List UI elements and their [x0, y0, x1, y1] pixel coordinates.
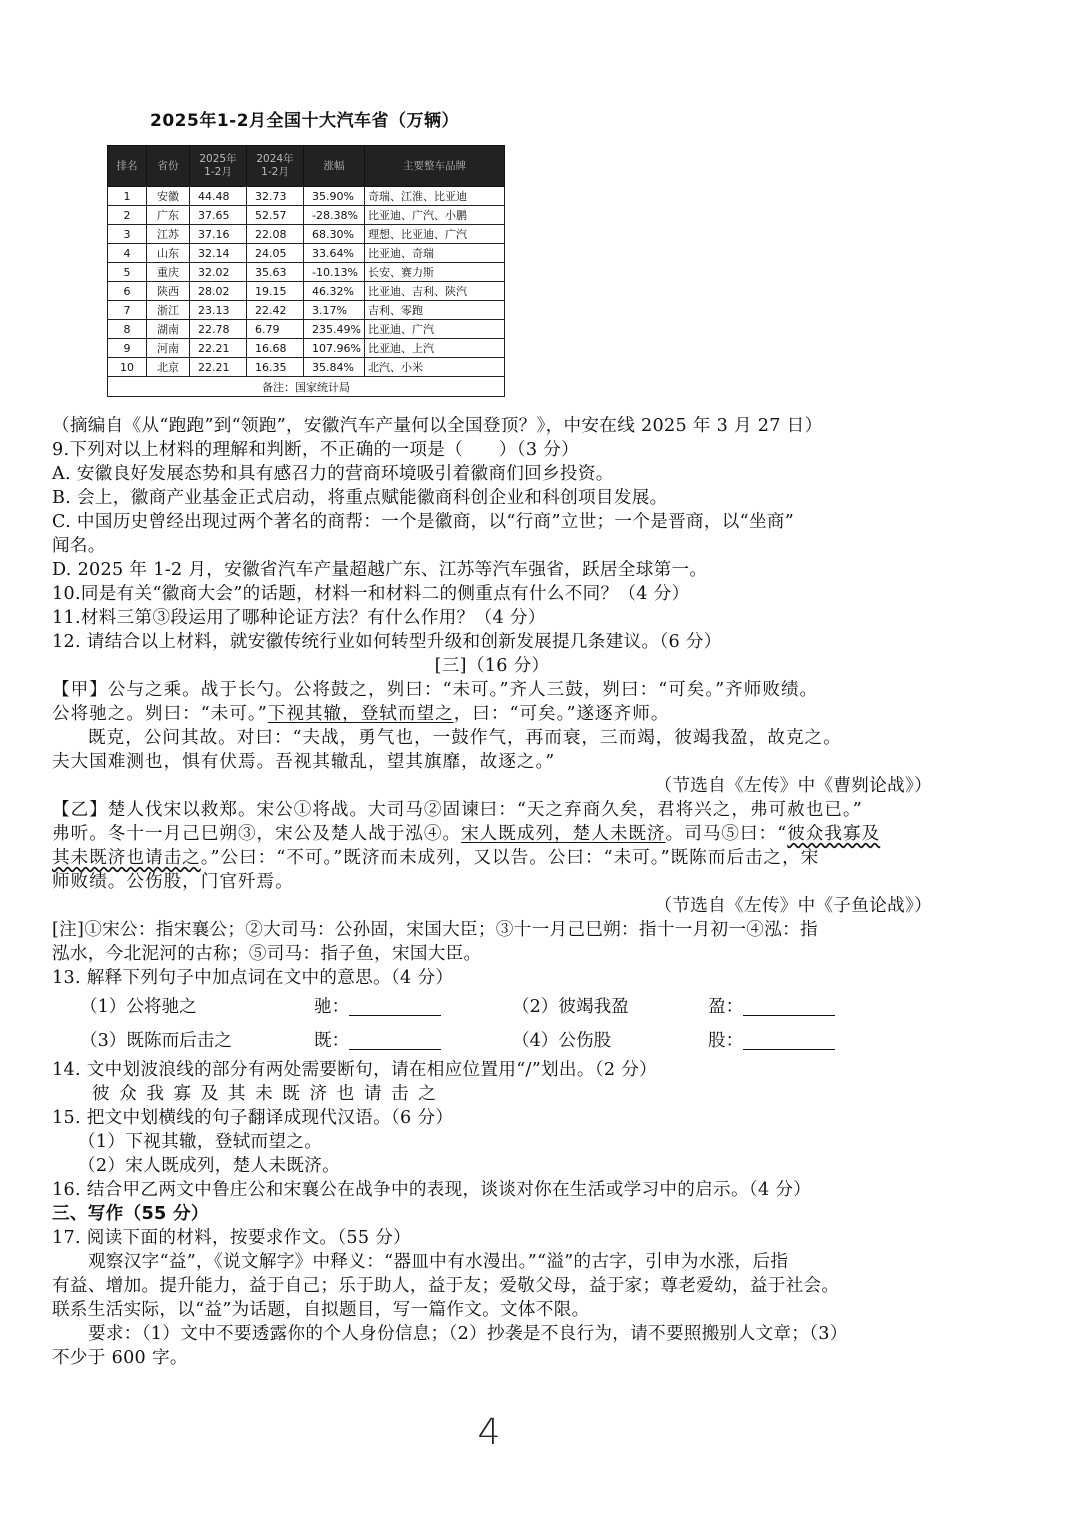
writing-heading: 三、写作（55 分） — [52, 1204, 209, 1224]
q13-word-2 — [708, 990, 835, 1024]
cell-brands: 比亚迪、上汽 — [365, 339, 505, 358]
header-2025 — [190, 146, 247, 187]
cell-rank: 6 — [108, 282, 147, 301]
q14-sentence: 彼 众 我 寡 及 其 未 既 济 也 请 击 之 — [92, 1084, 438, 1104]
jia-line-2 — [52, 702, 932, 726]
cell-brands: 比亚迪、广汽 — [365, 320, 505, 339]
cell-2025: 37.16 — [190, 225, 247, 244]
yi-l2b: 。司马⑤曰：“ — [665, 824, 788, 844]
q13-blank-3[interactable] — [349, 1029, 441, 1050]
cell-brands: 比亚迪、奇瑞 — [365, 244, 505, 263]
q9-option-b: B. 会上，徽商产业基金正式启动，将重点赋能徽商科创企业和科创项目发展。 — [52, 488, 668, 508]
cell-growth: 107.96% — [304, 339, 365, 358]
cell-rank: 1 — [108, 187, 147, 206]
table-title: 2025年1-2月全国十大汽车省（万辆） — [150, 111, 460, 131]
cell-rank: 2 — [108, 206, 147, 225]
writing-para-1: 观察汉字“益”，《说文解字》中释义：“器皿中有水漫出。”“溢”的古字，引申为水涨，后指 — [88, 1252, 789, 1272]
notes-line-1: [注]①宋公：指宋襄公；②大司马：公孙固，宋国大臣；③十一月己巳朔：指十一月初一④泓：指 — [52, 920, 818, 940]
q13-word-4 — [708, 1024, 835, 1058]
cell-2025: 44.48 — [190, 187, 247, 206]
q13-word-4-label: 股： — [708, 1031, 744, 1051]
cell-province: 北京 — [147, 358, 190, 377]
table-note: 备注：国家统计局 — [108, 377, 505, 397]
cell-province: 河南 — [147, 339, 190, 358]
q14-stem: 14. 文中划波浪线的部分有两处需要断句，请在相应位置用“/”划出。（2 分） — [52, 1060, 657, 1080]
q13-blank-4[interactable] — [743, 1029, 835, 1050]
car-production-table — [107, 145, 505, 397]
table-row — [108, 244, 505, 263]
cell-province: 广东 — [147, 206, 190, 225]
yi-line-2 — [52, 822, 932, 846]
q10: 10.同是有关“徽商大会”的话题，材料一和材料二的侧重点有什么不同？（4 分） — [52, 584, 690, 604]
writing-para-2: 有益、增加。提升能力，益于自己；乐于助人，益于友；爱敬父母，益于家；尊老爱幼，益于社会。 — [52, 1276, 840, 1296]
q13-word-3-label: 既： — [314, 1031, 350, 1051]
header-2024 — [247, 146, 304, 187]
writing-requirements-cont: 不少于 600 字。 — [52, 1348, 188, 1368]
q16: 16. 结合甲乙两文中鲁庄公和宋襄公在战争中的表现，谈谈对你在生活或学习中的启示。（4 分） — [52, 1180, 812, 1200]
yi-wavy-1: 彼众我寡及 — [787, 824, 881, 844]
cell-rank: 7 — [108, 301, 147, 320]
q13-item-2: （2）彼竭我盈 — [512, 997, 629, 1017]
cell-2024: 19.15 — [247, 282, 304, 301]
cell-2025: 32.14 — [190, 244, 247, 263]
q13-item-3: （3）既陈而后击之 — [80, 1031, 232, 1051]
writing-para-3: 联系生活实际，以“益”为话题，自拟题目，写一篇作文。文体不限。 — [52, 1300, 590, 1320]
table-note-row — [108, 377, 505, 397]
cell-growth: 35.84% — [304, 358, 365, 377]
table-body — [108, 187, 505, 377]
q13-stem: 13. 解释下列句子中加点词在文中的意思。（4 分） — [52, 968, 454, 988]
cell-2025: 23.13 — [190, 301, 247, 320]
cell-rank: 10 — [108, 358, 147, 377]
q9-stem: 9.下列对以上材料的理解和判断，不正确的一项是（ ）（3 分） — [52, 440, 580, 460]
cell-growth: 33.64% — [304, 244, 365, 263]
source-citation: （摘编自《从“跑跑”到“领跑”，安徽汽车产量何以全国登顶？》，中安在线 2025 年 3 月 27 日） — [52, 416, 823, 436]
cell-rank: 3 — [108, 225, 147, 244]
header-rank: 排名 — [108, 146, 147, 187]
header-2024-label: 2024年 1-2月 — [256, 153, 294, 178]
q9-option-a: A. 安徽良好发展态势和具有感召力的营商环境吸引着徽商们回乡投资。 — [52, 464, 614, 484]
cell-province: 陕西 — [147, 282, 190, 301]
yi-l2a: 弗听。冬十一月己巳朔③，宋公及楚人战于泓④。 — [52, 824, 462, 844]
table-header-row — [108, 146, 505, 187]
yi-wavy-2: 其未既济也请击之 — [52, 848, 201, 868]
table-row — [108, 263, 505, 282]
cell-brands: 理想、比亚迪、广汽 — [365, 225, 505, 244]
q13-row-1 — [52, 990, 932, 1024]
q15-sentence-1: （1）下视其辙，登轼而望之。 — [78, 1132, 323, 1152]
yi-underlined: 宋人既成列，楚人未既济 — [461, 824, 666, 844]
q11: 11.材料三第③段运用了哪种论证方法？有什么作用？（4 分） — [52, 608, 546, 628]
cell-2024: 24.05 — [247, 244, 304, 263]
table-row — [108, 282, 505, 301]
notes-line-2: 泓水，今北泥河的古称；⑤司马：指子鱼，宋国大臣。 — [52, 944, 482, 964]
q9-option-c-cont: 闻名。 — [52, 536, 106, 556]
cell-province: 重庆 — [147, 263, 190, 282]
cell-province: 安徽 — [147, 187, 190, 206]
cell-brands: 长安、赛力斯 — [365, 263, 505, 282]
cell-2024: 22.08 — [247, 225, 304, 244]
q13-word-1 — [314, 990, 441, 1024]
header-brands: 主要整车品牌 — [365, 146, 505, 187]
header-2025-label: 2025年 1-2月 — [199, 153, 237, 178]
cell-2025: 28.02 — [190, 282, 247, 301]
table-row — [108, 301, 505, 320]
q13-word-3 — [314, 1024, 441, 1058]
q9-option-c: C. 中国历史曾经出现过两个著名的商帮：一个是徽商，以“行商”立世；一个是晋商，以“坐商” — [52, 512, 795, 532]
q13-word-2-label: 盈： — [708, 997, 744, 1017]
cell-2025: 22.21 — [190, 358, 247, 377]
table-row — [108, 187, 505, 206]
cell-rank: 8 — [108, 320, 147, 339]
header-province: 省份 — [147, 146, 190, 187]
cell-2025: 22.78 — [190, 320, 247, 339]
cell-growth: 3.17% — [304, 301, 365, 320]
yi-l3b: 。”公曰：“不可。”既济而未成列，又以告。公曰：“未可。”既陈而后击之，宋 — [200, 848, 820, 868]
table-row — [108, 358, 505, 377]
cell-province: 山东 — [147, 244, 190, 263]
page-number: 4 — [477, 1412, 501, 1453]
cell-growth: 35.90% — [304, 187, 365, 206]
cell-2024: 32.73 — [247, 187, 304, 206]
yi-line-4: 师败绩。公伤股，门官歼焉。 — [52, 872, 294, 892]
jia-l2a: 公将驰之。刿曰：“未可。” — [52, 704, 268, 724]
cell-growth: 235.49% — [304, 320, 365, 339]
yi-line-1: 【乙】楚人伐宋以救郑。宋公①将战。大司马②固谏曰：“天之弃商久矣，君将兴之，弗可赦也已。” — [52, 800, 863, 820]
jia-l2b: ，曰：“可矣。”遂逐齐师。 — [453, 704, 670, 724]
q17-stem: 17. 阅读下面的材料，按要求作文。（55 分） — [52, 1228, 412, 1248]
jia-line-4: 夫大国难测也，惧有伏焉。吾视其辙乱，望其旗靡，故逐之。” — [52, 752, 556, 772]
jia-line-1: 【甲】公与之乘。战于长勺。公将鼓之，刿曰：“未可。”齐人三鼓，刿曰：“可矣。”齐师败绩。 — [52, 680, 819, 700]
cell-growth: 46.32% — [304, 282, 365, 301]
cell-brands: 比亚迪、吉利、陕汽 — [365, 282, 505, 301]
cell-2024: 6.79 — [247, 320, 304, 339]
cell-growth: -28.38% — [304, 206, 365, 225]
q13-item-1: （1）公将驰之 — [80, 997, 197, 1017]
yi-line-3 — [52, 846, 932, 870]
q15-sentence-2: （2）宋人既成列，楚人未既济。 — [78, 1156, 341, 1176]
table-row — [108, 320, 505, 339]
table-row — [108, 206, 505, 225]
cell-brands: 北汽、小米 — [365, 358, 505, 377]
cell-2025: 37.65 — [190, 206, 247, 225]
q13-word-1-label: 驰： — [314, 997, 350, 1017]
cell-province: 湖南 — [147, 320, 190, 339]
jia-underlined: 下视其辙，登轼而望之 — [267, 704, 454, 724]
table-row — [108, 225, 505, 244]
q13-row-2 — [52, 1024, 932, 1058]
yi-source: （节选自《左传》中《子鱼论战》） — [654, 896, 932, 916]
cell-rank: 5 — [108, 263, 147, 282]
q15-stem: 15. 把文中划横线的句子翻译成现代汉语。（6 分） — [52, 1108, 454, 1128]
jia-line-3: 既克，公问其故。对曰：“夫战，勇气也，一鼓作气，再而衰，三而竭，彼竭我盈，故克之。 — [88, 728, 842, 748]
cell-2024: 35.63 — [247, 263, 304, 282]
cell-2025: 32.02 — [190, 263, 247, 282]
table-row — [108, 339, 505, 358]
jia-source: （节选自《左传》中《曹刿论战》） — [654, 776, 932, 796]
cell-brands: 奇瑞、江淮、比亚迪 — [365, 187, 505, 206]
writing-requirements: 要求：（1）文中不要透露你的个人身份信息；（2）抄袭是不良行为，请不要照搬别人文章；（3） — [88, 1324, 848, 1344]
cell-brands: 比亚迪、广汽、小鹏 — [365, 206, 505, 225]
header-growth: 涨幅 — [304, 146, 365, 187]
q13-item-4: （4）公伤股 — [512, 1031, 612, 1051]
cell-2024: 16.35 — [247, 358, 304, 377]
cell-rank: 4 — [108, 244, 147, 263]
section3-heading: [三]（16 分） — [434, 656, 550, 676]
cell-2025: 22.21 — [190, 339, 247, 358]
cell-province: 浙江 — [147, 301, 190, 320]
exam-body — [52, 414, 932, 1370]
q9-option-d: D. 2025 年 1-2 月，安徽省汽车产量超越广东、江苏等汽车强省，跃居全球第一。 — [52, 560, 708, 580]
cell-growth: -10.13% — [304, 263, 365, 282]
cell-2024: 52.57 — [247, 206, 304, 225]
cell-growth: 68.30% — [304, 225, 365, 244]
cell-2024: 16.68 — [247, 339, 304, 358]
q13-blank-1[interactable] — [349, 995, 441, 1016]
cell-province: 江苏 — [147, 225, 190, 244]
cell-rank: 9 — [108, 339, 147, 358]
cell-brands: 吉利、零跑 — [365, 301, 505, 320]
q12: 12. 请结合以上材料，就安徽传统行业如何转型升级和创新发展提几条建议。（6 分） — [52, 632, 722, 652]
cell-2024: 22.42 — [247, 301, 304, 320]
q13-blank-2[interactable] — [743, 995, 835, 1016]
